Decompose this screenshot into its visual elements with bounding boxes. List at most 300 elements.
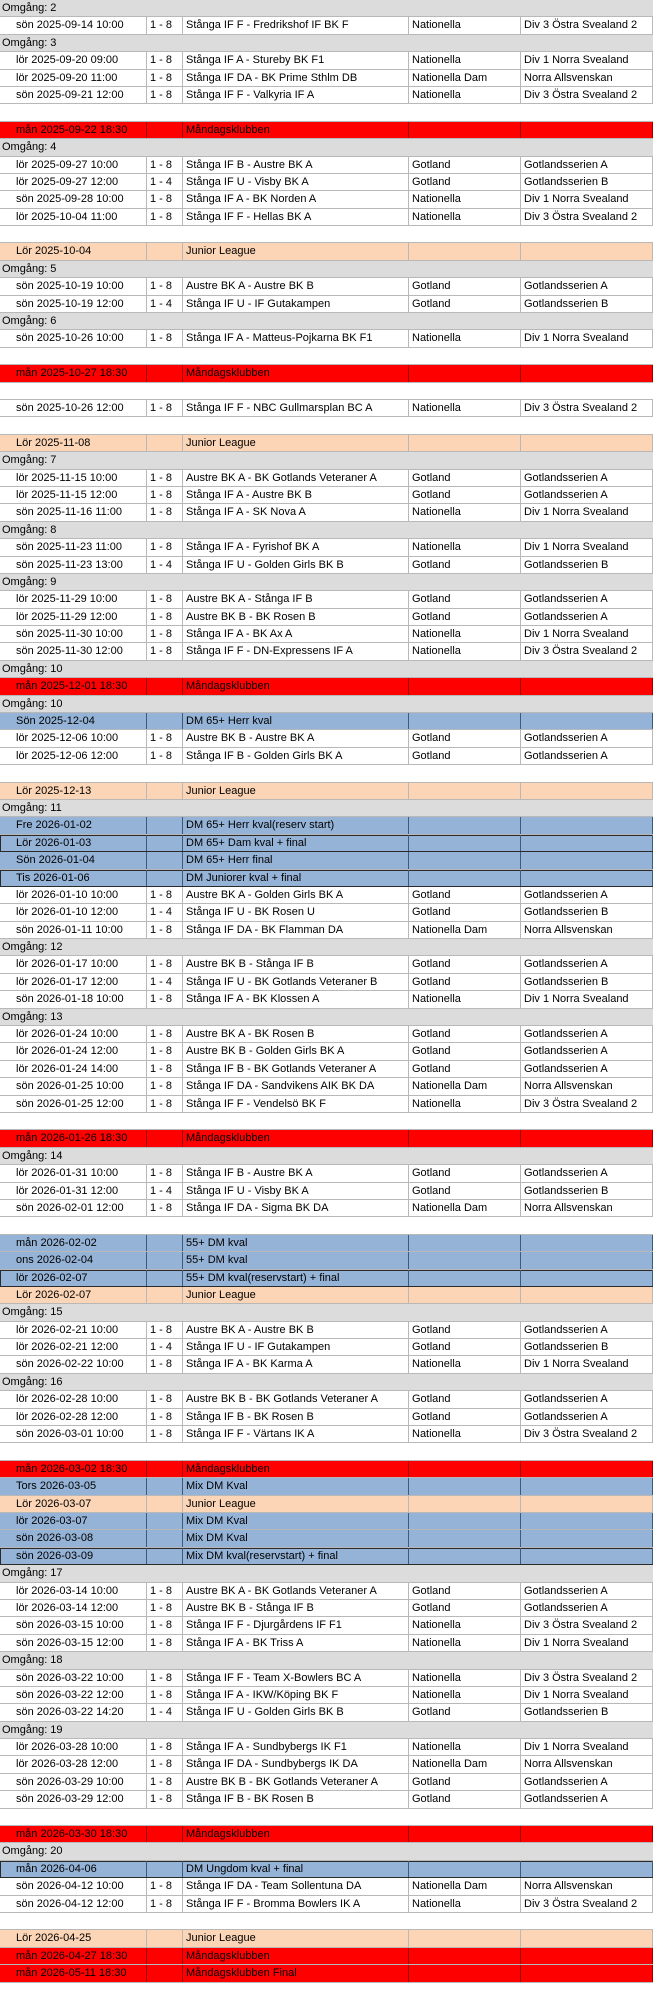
match-row bbox=[0, 1061, 653, 1078]
date-cell: sön 2025-10-19 10:00 bbox=[13, 278, 147, 294]
match-cell: Stånga IF A - BK Karma A bbox=[183, 1356, 409, 1372]
date-cell: sön 2026-04-12 12:00 bbox=[13, 1896, 147, 1912]
region-cell bbox=[409, 870, 521, 886]
division-cell bbox=[521, 852, 653, 868]
championship-row bbox=[0, 1478, 653, 1495]
lanes-cell: 1 - 8 bbox=[147, 1756, 183, 1772]
lanes-cell bbox=[147, 243, 183, 259]
lanes-cell bbox=[147, 1965, 183, 1981]
lanes-cell: 1 - 8 bbox=[147, 1078, 183, 1094]
date-cell: Fre 2026-01-02 bbox=[13, 817, 147, 833]
division-cell: Div 3 Östra Svealand 2 bbox=[521, 209, 653, 225]
lanes-cell: 1 - 8 bbox=[147, 591, 183, 607]
division-cell: Gotlandsserien A bbox=[521, 1026, 653, 1042]
date-cell: sön 2025-10-26 12:00 bbox=[13, 400, 147, 416]
division-cell bbox=[521, 1930, 653, 1946]
spacer-row bbox=[0, 1113, 653, 1130]
match-cell: Austre BK A - BK Gotlands Veteraner A bbox=[183, 470, 409, 486]
lanes-cell bbox=[147, 1235, 183, 1251]
date-cell: ons 2026-02-04 bbox=[13, 1252, 147, 1268]
round-header-row bbox=[0, 35, 653, 52]
match-row bbox=[0, 609, 653, 626]
match-row bbox=[0, 1791, 653, 1808]
round-label: Omgång: 16 bbox=[2, 1375, 63, 1388]
lanes-cell: 1 - 8 bbox=[147, 157, 183, 173]
junior-league-row bbox=[0, 435, 653, 452]
championship-row bbox=[0, 1513, 653, 1530]
round-header-row bbox=[0, 1148, 653, 1165]
match-row bbox=[0, 922, 653, 939]
date-cell: sön 2026-01-11 10:00 bbox=[13, 922, 147, 938]
region-cell bbox=[409, 365, 521, 381]
championship-row bbox=[0, 1530, 653, 1547]
lanes-cell: 1 - 8 bbox=[147, 1026, 183, 1042]
match-row bbox=[0, 1096, 653, 1113]
division-cell: Gotlandsserien B bbox=[521, 174, 653, 190]
region-cell: Gotland bbox=[409, 1391, 521, 1407]
region-cell bbox=[409, 1965, 521, 1981]
lanes-cell bbox=[147, 852, 183, 868]
match-cell: Stånga IF F - Vendelsö BK F bbox=[183, 1096, 409, 1112]
date-cell: lör 2025-11-15 12:00 bbox=[13, 487, 147, 503]
match-cell: Måndagsklubben Final bbox=[183, 1965, 409, 1981]
division-cell: Gotlandsserien A bbox=[521, 1583, 653, 1599]
lanes-cell: 1 - 8 bbox=[147, 1096, 183, 1112]
division-cell: Div 3 Östra Svealand 2 bbox=[521, 1670, 653, 1686]
match-cell: Stånga IF DA - BK Prime Sthlm DB bbox=[183, 70, 409, 86]
region-cell: Gotland bbox=[409, 1791, 521, 1807]
division-cell: Norra Allsvenskan bbox=[521, 70, 653, 86]
date-cell: lör 2025-11-29 12:00 bbox=[13, 609, 147, 625]
match-cell: DM Ungdom kval + final bbox=[183, 1861, 409, 1877]
lanes-cell bbox=[147, 1826, 183, 1842]
division-cell bbox=[521, 1513, 653, 1529]
region-cell: Nationella bbox=[409, 991, 521, 1007]
region-cell: Nationella bbox=[409, 87, 521, 103]
match-cell: Junior League bbox=[183, 1930, 409, 1946]
match-cell: Måndagsklubben bbox=[183, 365, 409, 381]
division-cell: Div 1 Norra Svealand bbox=[521, 1356, 653, 1372]
date-cell: lör 2026-02-28 12:00 bbox=[13, 1409, 147, 1425]
date-cell: lör 2026-01-24 10:00 bbox=[13, 1026, 147, 1042]
championship-row bbox=[0, 1252, 653, 1269]
lanes-cell: 1 - 8 bbox=[147, 1426, 183, 1442]
club-event-row bbox=[0, 122, 653, 139]
division-cell: Gotlandsserien B bbox=[521, 904, 653, 920]
match-cell: Stånga IF B - Golden Girls BK A bbox=[183, 748, 409, 764]
division-cell: Div 1 Norra Svealand bbox=[521, 504, 653, 520]
lanes-cell bbox=[147, 1930, 183, 1946]
region-cell bbox=[409, 1496, 521, 1512]
match-row bbox=[0, 1391, 653, 1408]
lanes-cell bbox=[147, 678, 183, 694]
region-cell bbox=[409, 1826, 521, 1842]
division-cell bbox=[521, 1461, 653, 1477]
date-cell: Tors 2026-03-05 bbox=[13, 1478, 147, 1494]
match-cell: Austre BK B - Austre BK A bbox=[183, 730, 409, 746]
region-cell bbox=[409, 1287, 521, 1303]
division-cell bbox=[521, 1530, 653, 1546]
region-cell: Gotland bbox=[409, 1704, 521, 1720]
date-cell: Lör 2025-12-13 bbox=[13, 783, 147, 799]
lanes-cell: 1 - 8 bbox=[147, 1583, 183, 1599]
date-cell: mån 2026-02-02 bbox=[13, 1235, 147, 1251]
division-cell bbox=[521, 243, 653, 259]
division-cell: Div 1 Norra Svealand bbox=[521, 330, 653, 346]
lanes-cell bbox=[147, 122, 183, 138]
match-cell: Austre BK B - Golden Girls BK A bbox=[183, 1043, 409, 1059]
match-cell: Austre BK B - Stånga IF B bbox=[183, 1600, 409, 1616]
round-label: Omgång: 17 bbox=[2, 1567, 63, 1580]
match-row bbox=[0, 174, 653, 191]
match-row bbox=[0, 904, 653, 921]
division-cell: Div 1 Norra Svealand bbox=[521, 539, 653, 555]
match-row bbox=[0, 748, 653, 765]
lanes-cell bbox=[147, 365, 183, 381]
division-cell bbox=[521, 122, 653, 138]
division-cell bbox=[521, 1130, 653, 1146]
match-row bbox=[0, 1078, 653, 1095]
match-cell: Junior League bbox=[183, 783, 409, 799]
region-cell bbox=[409, 243, 521, 259]
round-label: Omgång: 7 bbox=[2, 454, 57, 467]
lanes-cell: 1 - 8 bbox=[147, 887, 183, 903]
match-row bbox=[0, 1756, 653, 1773]
round-header-row bbox=[0, 139, 653, 156]
division-cell bbox=[521, 1496, 653, 1512]
division-cell: Norra Allsvenskan bbox=[521, 922, 653, 938]
date-cell: Lör 2026-03-07 bbox=[13, 1496, 147, 1512]
lanes-cell: 1 - 8 bbox=[147, 330, 183, 346]
region-cell: Gotland bbox=[409, 974, 521, 990]
division-cell: Div 1 Norra Svealand bbox=[521, 1687, 653, 1703]
division-cell: Norra Allsvenskan bbox=[521, 1078, 653, 1094]
match-row bbox=[0, 1617, 653, 1634]
division-cell: Gotlandsserien B bbox=[521, 974, 653, 990]
match-cell: Stånga IF A - IKW/Köping BK F bbox=[183, 1687, 409, 1703]
round-label: Omgång: 6 bbox=[2, 315, 57, 328]
match-row bbox=[0, 330, 653, 347]
date-cell: lör 2026-01-31 12:00 bbox=[13, 1183, 147, 1199]
lanes-cell bbox=[147, 835, 183, 851]
lanes-cell: 1 - 8 bbox=[147, 1670, 183, 1686]
match-cell: Stånga IF DA - Sandvikens AIK BK DA bbox=[183, 1078, 409, 1094]
lanes-cell: 1 - 8 bbox=[147, 209, 183, 225]
date-cell: sön 2026-01-18 10:00 bbox=[13, 991, 147, 1007]
division-cell bbox=[521, 1478, 653, 1494]
lanes-cell bbox=[147, 1287, 183, 1303]
lanes-cell: 1 - 8 bbox=[147, 1322, 183, 1338]
lanes-cell bbox=[147, 435, 183, 451]
match-cell: Austre BK A - Austre BK B bbox=[183, 278, 409, 294]
region-cell bbox=[409, 1461, 521, 1477]
date-cell: sön 2026-03-29 12:00 bbox=[13, 1791, 147, 1807]
lanes-cell: 1 - 8 bbox=[147, 1617, 183, 1633]
match-cell: Stånga IF U - IF Gutakampen bbox=[183, 296, 409, 312]
match-cell: Stånga IF DA - Sigma BK DA bbox=[183, 1200, 409, 1216]
match-cell: Austre BK B - BK Gotlands Veteraner A bbox=[183, 1774, 409, 1790]
match-cell: Junior League bbox=[183, 435, 409, 451]
junior-league-row bbox=[0, 1930, 653, 1947]
match-cell: DM 65+ Dam kval + final bbox=[183, 835, 409, 851]
round-header-row bbox=[0, 939, 653, 956]
match-cell: Stånga IF B - BK Rosen B bbox=[183, 1409, 409, 1425]
match-cell: Stånga IF B - BK Gotlands Veteraner A bbox=[183, 1061, 409, 1077]
lanes-cell bbox=[147, 1130, 183, 1146]
lanes-cell: 1 - 8 bbox=[147, 730, 183, 746]
match-row bbox=[0, 1356, 653, 1373]
match-cell: Stånga IF A - BK Norden A bbox=[183, 191, 409, 207]
division-cell: Gotlandsserien A bbox=[521, 956, 653, 972]
lanes-cell: 1 - 8 bbox=[147, 922, 183, 938]
round-header-row bbox=[0, 1652, 653, 1669]
date-cell: lör 2025-09-20 09:00 bbox=[13, 52, 147, 68]
lanes-cell: 1 - 8 bbox=[147, 1635, 183, 1651]
round-header-row bbox=[0, 313, 653, 330]
lanes-cell bbox=[147, 783, 183, 799]
round-label: Omgång: 2 bbox=[2, 2, 57, 14]
club-event-row bbox=[0, 1461, 653, 1478]
division-cell: Gotlandsserien A bbox=[521, 1043, 653, 1059]
match-row bbox=[0, 1183, 653, 1200]
date-cell: sön 2026-03-29 10:00 bbox=[13, 1774, 147, 1790]
region-cell: Gotland bbox=[409, 1183, 521, 1199]
match-row bbox=[0, 1774, 653, 1791]
match-row bbox=[0, 557, 653, 574]
round-label: Omgång: 11 bbox=[2, 801, 62, 814]
round-label: Omgång: 12 bbox=[2, 941, 63, 954]
lanes-cell bbox=[147, 1252, 183, 1268]
date-cell: lör 2026-01-17 10:00 bbox=[13, 956, 147, 972]
date-cell: sön 2026-02-01 12:00 bbox=[13, 1200, 147, 1216]
round-label: Omgång: 14 bbox=[2, 1149, 63, 1162]
date-cell: mån 2026-01-26 18:30 bbox=[13, 1130, 147, 1146]
division-cell: Gotlandsserien A bbox=[521, 487, 653, 503]
match-cell: Austre BK A - BK Gotlands Veteraner A bbox=[183, 1583, 409, 1599]
division-cell bbox=[521, 817, 653, 833]
region-cell: Gotland bbox=[409, 887, 521, 903]
division-cell: Div 3 Östra Svealand 2 bbox=[521, 87, 653, 103]
match-row bbox=[0, 974, 653, 991]
lanes-cell: 1 - 8 bbox=[147, 70, 183, 86]
date-cell: sön 2026-04-12 10:00 bbox=[13, 1878, 147, 1894]
round-label: Omgång: 5 bbox=[2, 262, 57, 275]
match-row bbox=[0, 1896, 653, 1913]
division-cell: Gotlandsserien A bbox=[521, 157, 653, 173]
region-cell bbox=[409, 817, 521, 833]
date-cell: sön 2025-09-28 10:00 bbox=[13, 191, 147, 207]
match-row bbox=[0, 1200, 653, 1217]
division-cell bbox=[521, 1235, 653, 1251]
region-cell: Gotland bbox=[409, 1600, 521, 1616]
division-cell: Div 1 Norra Svealand bbox=[521, 1739, 653, 1755]
region-cell: Nationella bbox=[409, 504, 521, 520]
region-cell: Gotland bbox=[409, 609, 521, 625]
lanes-cell bbox=[147, 1530, 183, 1546]
region-cell bbox=[409, 435, 521, 451]
lanes-cell: 1 - 8 bbox=[147, 1043, 183, 1059]
lanes-cell: 1 - 8 bbox=[147, 991, 183, 1007]
region-cell: Nationella bbox=[409, 1635, 521, 1651]
lanes-cell: 1 - 8 bbox=[147, 487, 183, 503]
date-cell: mån 2026-04-27 18:30 bbox=[13, 1948, 147, 1964]
region-cell bbox=[409, 1513, 521, 1529]
region-cell: Nationella Dam bbox=[409, 1878, 521, 1894]
lanes-cell: 1 - 8 bbox=[147, 1409, 183, 1425]
date-cell: sön 2026-03-22 14:20 bbox=[13, 1704, 147, 1720]
division-cell bbox=[521, 1252, 653, 1268]
region-cell bbox=[409, 1235, 521, 1251]
lanes-cell bbox=[147, 1548, 183, 1564]
region-cell: Nationella bbox=[409, 330, 521, 346]
division-cell: Div 1 Norra Svealand bbox=[521, 991, 653, 1007]
match-cell: Junior League bbox=[183, 1287, 409, 1303]
championship-row bbox=[0, 817, 653, 834]
match-row bbox=[0, 470, 653, 487]
division-cell bbox=[521, 1965, 653, 1981]
lanes-cell: 1 - 8 bbox=[147, 1791, 183, 1807]
lanes-cell bbox=[147, 1513, 183, 1529]
lanes-cell: 1 - 8 bbox=[147, 1391, 183, 1407]
division-cell bbox=[521, 783, 653, 799]
date-cell: lör 2025-09-27 12:00 bbox=[13, 174, 147, 190]
match-row bbox=[0, 1687, 653, 1704]
round-label: Omgång: 10 bbox=[2, 697, 63, 710]
lanes-cell: 1 - 4 bbox=[147, 1339, 183, 1355]
region-cell: Gotland bbox=[409, 1339, 521, 1355]
date-cell: Lör 2026-02-07 bbox=[13, 1287, 147, 1303]
match-cell: Mix DM Kval bbox=[183, 1478, 409, 1494]
lanes-cell: 1 - 8 bbox=[147, 87, 183, 103]
division-cell: Div 3 Östra Svealand 2 bbox=[521, 1896, 653, 1912]
round-label: Omgång: 18 bbox=[2, 1654, 63, 1667]
match-cell: Stånga IF U - BK Rosen U bbox=[183, 904, 409, 920]
match-cell: Stånga IF U - Golden Girls BK B bbox=[183, 557, 409, 573]
division-cell bbox=[521, 678, 653, 694]
division-cell bbox=[521, 1287, 653, 1303]
division-cell: Norra Allsvenskan bbox=[521, 1200, 653, 1216]
date-cell: lör 2025-11-29 10:00 bbox=[13, 591, 147, 607]
region-cell: Gotland bbox=[409, 1774, 521, 1790]
match-row bbox=[0, 956, 653, 973]
region-cell: Nationella bbox=[409, 1617, 521, 1633]
match-cell: Stånga IF B - Austre BK A bbox=[183, 157, 409, 173]
division-cell: Div 3 Östra Svealand 2 bbox=[521, 400, 653, 416]
region-cell: Nationella bbox=[409, 1896, 521, 1912]
date-cell: mån 2025-10-27 18:30 bbox=[13, 365, 147, 381]
lanes-cell: 1 - 8 bbox=[147, 1165, 183, 1181]
date-cell: sön 2025-09-14 10:00 bbox=[13, 17, 147, 33]
date-cell: mån 2026-05-11 18:30 bbox=[13, 1965, 147, 1981]
match-cell: Stånga IF U - BK Gotlands Veteraner B bbox=[183, 974, 409, 990]
region-cell: Gotland bbox=[409, 956, 521, 972]
match-cell: Stånga IF F - Djurgårdens IF F1 bbox=[183, 1617, 409, 1633]
division-cell: Div 3 Östra Svealand 2 bbox=[521, 1426, 653, 1442]
region-cell: Nationella Dam bbox=[409, 70, 521, 86]
division-cell bbox=[521, 435, 653, 451]
division-cell: Div 1 Norra Svealand bbox=[521, 626, 653, 642]
division-cell bbox=[521, 1270, 653, 1286]
date-cell: sön 2026-03-22 12:00 bbox=[13, 1687, 147, 1703]
match-cell: Stånga IF U - Golden Girls BK B bbox=[183, 1704, 409, 1720]
division-cell bbox=[521, 870, 653, 886]
match-cell: Stånga IF U - Visby BK A bbox=[183, 1183, 409, 1199]
match-cell: Måndagsklubben bbox=[183, 122, 409, 138]
match-row bbox=[0, 887, 653, 904]
division-cell bbox=[521, 1948, 653, 1964]
match-cell: DM 65+ Herr kval(reserv start) bbox=[183, 817, 409, 833]
lanes-cell bbox=[147, 1861, 183, 1877]
region-cell bbox=[409, 783, 521, 799]
round-header-row bbox=[0, 696, 653, 713]
match-cell: Junior League bbox=[183, 243, 409, 259]
division-cell: Gotlandsserien B bbox=[521, 557, 653, 573]
lanes-cell bbox=[147, 1461, 183, 1477]
lanes-cell: 1 - 8 bbox=[147, 748, 183, 764]
division-cell: Gotlandsserien A bbox=[521, 730, 653, 746]
match-row bbox=[0, 278, 653, 295]
match-cell: Stånga IF A - BK Triss A bbox=[183, 1635, 409, 1651]
match-row bbox=[0, 1339, 653, 1356]
date-cell: lör 2025-10-04 11:00 bbox=[13, 209, 147, 225]
date-cell: lör 2026-01-24 12:00 bbox=[13, 1043, 147, 1059]
match-cell: 55+ DM kval bbox=[183, 1252, 409, 1268]
lanes-cell: 1 - 8 bbox=[147, 609, 183, 625]
round-label: Omgång: 4 bbox=[2, 141, 57, 154]
division-cell: Gotlandsserien B bbox=[521, 1183, 653, 1199]
date-cell: sön 2026-03-01 10:00 bbox=[13, 1426, 147, 1442]
lanes-cell: 1 - 4 bbox=[147, 174, 183, 190]
region-cell: Nationella bbox=[409, 1096, 521, 1112]
region-cell: Nationella Dam bbox=[409, 1078, 521, 1094]
date-cell: sön 2026-03-22 10:00 bbox=[13, 1670, 147, 1686]
lanes-cell bbox=[147, 817, 183, 833]
lanes-cell: 1 - 8 bbox=[147, 17, 183, 33]
match-cell: Stånga IF F - Fredrikshof IF BK F bbox=[183, 17, 409, 33]
match-cell: Måndagsklubben bbox=[183, 1461, 409, 1477]
lanes-cell: 1 - 4 bbox=[147, 1183, 183, 1199]
club-event-row bbox=[0, 678, 653, 695]
date-cell: sön 2026-03-08 bbox=[13, 1530, 147, 1546]
date-cell: mån 2025-09-22 18:30 bbox=[13, 122, 147, 138]
match-row bbox=[0, 1878, 653, 1895]
championship-row bbox=[0, 1235, 653, 1252]
match-cell: Måndagsklubben bbox=[183, 1130, 409, 1146]
lanes-cell: 1 - 8 bbox=[147, 643, 183, 659]
region-cell: Gotland bbox=[409, 1043, 521, 1059]
match-cell: Stånga IF B - BK Rosen B bbox=[183, 1791, 409, 1807]
date-cell: lör 2025-12-06 12:00 bbox=[13, 748, 147, 764]
region-cell bbox=[409, 852, 521, 868]
match-row bbox=[0, 626, 653, 643]
division-cell: Norra Allsvenskan bbox=[521, 1756, 653, 1772]
match-row bbox=[0, 191, 653, 208]
match-cell: Stånga IF U - Visby BK A bbox=[183, 174, 409, 190]
date-cell: lör 2026-01-10 12:00 bbox=[13, 904, 147, 920]
lanes-cell bbox=[147, 1270, 183, 1286]
club-event-row bbox=[0, 1965, 653, 1982]
club-event-row bbox=[0, 1130, 653, 1147]
championship-row bbox=[0, 1548, 653, 1565]
division-cell: Gotlandsserien A bbox=[521, 1061, 653, 1077]
region-cell: Gotland bbox=[409, 1165, 521, 1181]
match-cell: Mix DM kval(reservstart) + final bbox=[183, 1548, 409, 1564]
match-cell: Stånga IF F - Bromma Bowlers IK A bbox=[183, 1896, 409, 1912]
region-cell: Nationella Dam bbox=[409, 1200, 521, 1216]
region-cell: Nationella Dam bbox=[409, 1756, 521, 1772]
championship-row bbox=[0, 852, 653, 869]
match-row bbox=[0, 1704, 653, 1721]
